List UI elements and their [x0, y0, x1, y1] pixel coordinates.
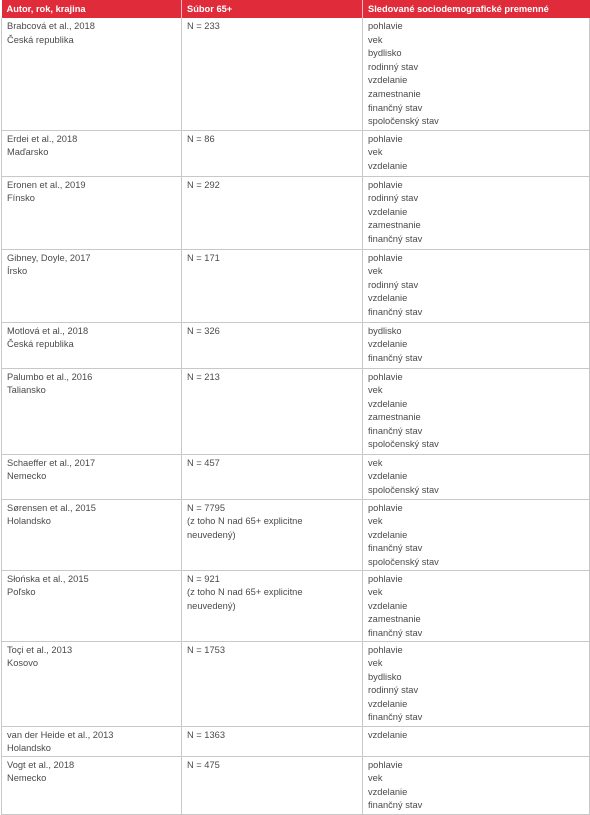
- variable-item: rodinný stav: [368, 685, 419, 696]
- variable-item: rodinný stav: [368, 61, 419, 72]
- variable-item: pohlavie: [368, 371, 403, 382]
- country: Nemecko: [7, 773, 47, 784]
- variable-item: vzdelanie: [368, 206, 408, 217]
- cell-variables: [363, 756, 590, 814]
- variable-item: vzdelanie: [368, 160, 408, 171]
- cell-author-country: [2, 249, 182, 322]
- country: Taliansko: [7, 385, 46, 396]
- cell-variables: [363, 641, 590, 726]
- sample-line: N = 213: [187, 371, 220, 382]
- cell-sample: [182, 641, 363, 726]
- cell-variables: [363, 249, 590, 322]
- country: Nemecko: [7, 471, 47, 482]
- variable-item: vek: [368, 385, 383, 396]
- variable-item: rodinný stav: [368, 193, 419, 204]
- variable-item: zamestnanie: [368, 614, 421, 625]
- cell-author-country: [2, 176, 182, 249]
- table-row: [2, 756, 590, 814]
- variable-item: finančný stav: [368, 543, 423, 554]
- table-body: [2, 18, 590, 814]
- variable-item: vzdelanie: [368, 471, 408, 482]
- table-row: [2, 176, 590, 249]
- author-year: Motlová et al., 2018: [7, 325, 89, 336]
- country: Holandsko: [7, 516, 51, 527]
- variable-item: bydlisko: [368, 325, 402, 336]
- header-sample: Súbor 65+: [182, 0, 363, 18]
- table-row: [2, 130, 590, 176]
- variable-item: vzdelanie: [368, 339, 408, 350]
- cell-author-country: [2, 130, 182, 176]
- variable-item: finančný stav: [368, 233, 423, 244]
- author-year: Vogt et al., 2018: [7, 759, 75, 770]
- variable-item: pohlavie: [368, 573, 403, 584]
- variable-item: vzdelanie: [368, 698, 408, 709]
- table-row: [2, 570, 590, 641]
- cell-sample: [182, 176, 363, 249]
- variable-item: finančný stav: [368, 627, 423, 638]
- cell-sample: [182, 249, 363, 322]
- sample-line: N = 1753: [187, 644, 225, 655]
- variable-item: vek: [368, 587, 383, 598]
- cell-sample: [182, 130, 363, 176]
- variable-item: vzdelanie: [368, 786, 408, 797]
- variable-item: bydlisko: [368, 671, 402, 682]
- country: Poľsko: [7, 587, 36, 598]
- variable-item: pohlavie: [368, 179, 403, 190]
- cell-variables: [363, 18, 590, 130]
- country: Česká republika: [7, 34, 74, 45]
- variable-item: spoločenský stav: [368, 484, 439, 495]
- variable-item: pohlavie: [368, 502, 403, 513]
- sample-line: N = 921: [187, 573, 220, 584]
- variable-item: pohlavie: [368, 252, 403, 263]
- sample-line: N = 171: [187, 252, 220, 263]
- variable-item: bydlisko: [368, 48, 402, 59]
- sample-line: (z toho N nad 65+ explicitne: [187, 587, 303, 598]
- variable-item: vzdelanie: [368, 398, 408, 409]
- variable-item: finančný stav: [368, 800, 423, 811]
- variable-item: pohlavie: [368, 759, 403, 770]
- variable-item: vzdelanie: [368, 729, 408, 740]
- table-row: [2, 249, 590, 322]
- variable-item: finančný stav: [368, 102, 423, 113]
- table-header-row: [2, 0, 590, 18]
- country: Maďarsko: [7, 147, 49, 158]
- variable-item: vek: [368, 266, 383, 277]
- author-year: Palumbo et al., 2016: [7, 371, 93, 382]
- cell-author-country: [2, 570, 182, 641]
- cell-variables: [363, 454, 590, 499]
- cell-sample: [182, 18, 363, 130]
- variable-item: zamestnanie: [368, 412, 421, 423]
- variable-item: vek: [368, 147, 383, 158]
- variable-item: pohlavie: [368, 133, 403, 144]
- variable-item: vzdelanie: [368, 600, 408, 611]
- sample-line: (z toho N nad 65+ explicitne: [187, 516, 303, 527]
- variable-item: pohlavie: [368, 644, 403, 655]
- author-year: Schaeffer et al., 2017: [7, 457, 96, 468]
- sample-line: N = 1363: [187, 729, 225, 740]
- author-year: Toçi et al., 2013: [7, 644, 73, 655]
- table-row: [2, 499, 590, 570]
- cell-variables: [363, 130, 590, 176]
- country: Holandsko: [7, 743, 51, 754]
- cell-sample: [182, 726, 363, 756]
- sample-line: N = 86: [187, 133, 215, 144]
- sample-line: neuvedený): [187, 600, 236, 611]
- variable-item: vek: [368, 457, 383, 468]
- sample-line: N = 457: [187, 457, 220, 468]
- variable-item: zamestnanie: [368, 220, 421, 231]
- sample-line: N = 326: [187, 325, 220, 336]
- sample-line: N = 233: [187, 21, 220, 31]
- studies-table: [1, 0, 590, 815]
- variable-item: vzdelanie: [368, 75, 408, 86]
- country: Kosovo: [7, 658, 39, 669]
- header-author-year-country: Autor, rok, krajina: [2, 0, 182, 18]
- variable-item: vek: [368, 516, 383, 527]
- table-row: [2, 18, 590, 130]
- variable-item: spoločenský stav: [368, 116, 439, 127]
- table-row: [2, 322, 590, 368]
- cell-sample: [182, 499, 363, 570]
- cell-author-country: [2, 499, 182, 570]
- country: Fínsko: [7, 193, 35, 204]
- author-year: Erdei et al., 2018: [7, 133, 78, 144]
- variable-item: vek: [368, 658, 383, 669]
- cell-sample: [182, 368, 363, 454]
- cell-author-country: [2, 368, 182, 454]
- variable-item: vek: [368, 773, 383, 784]
- variable-item: spoločenský stav: [368, 439, 439, 450]
- sample-line: neuvedený): [187, 529, 236, 540]
- variable-item: zamestnanie: [368, 88, 421, 99]
- table-row: [2, 454, 590, 499]
- variable-item: vzdelanie: [368, 293, 408, 304]
- sample-line: N = 292: [187, 179, 220, 190]
- header-variables: Sledované sociodemografické premenné: [363, 0, 590, 18]
- variable-item: vzdelanie: [368, 529, 408, 540]
- cell-sample: [182, 756, 363, 814]
- cell-variables: [363, 322, 590, 368]
- cell-variables: [363, 368, 590, 454]
- variable-item: pohlavie: [368, 21, 403, 31]
- sample-line: N = 7795: [187, 502, 225, 513]
- cell-sample: [182, 454, 363, 499]
- cell-author-country: [2, 322, 182, 368]
- country: Česká republika: [7, 339, 74, 350]
- variable-item: finančný stav: [368, 425, 423, 436]
- cell-author-country: [2, 454, 182, 499]
- cell-sample: [182, 570, 363, 641]
- variable-item: finančný stav: [368, 306, 423, 317]
- author-year: Słońska et al., 2015: [7, 573, 89, 584]
- author-year: Eronen et al., 2019: [7, 179, 86, 190]
- cell-sample: [182, 322, 363, 368]
- cell-author-country: [2, 726, 182, 756]
- author-year: Sørensen et al., 2015: [7, 502, 96, 513]
- author-year: Brabcová et al., 2018: [7, 21, 95, 31]
- country: Írsko: [7, 266, 28, 277]
- variable-item: vek: [368, 34, 383, 45]
- table-row: [2, 368, 590, 454]
- cell-variables: [363, 499, 590, 570]
- cell-variables: [363, 570, 590, 641]
- author-year: van der Heide et al., 2013: [7, 729, 114, 740]
- cell-variables: [363, 726, 590, 756]
- sample-line: N = 475: [187, 759, 220, 770]
- cell-author-country: [2, 641, 182, 726]
- cell-author-country: [2, 756, 182, 814]
- table-row: [2, 726, 590, 756]
- table-row: [2, 641, 590, 726]
- variable-item: finančný stav: [368, 352, 423, 363]
- variable-item: spoločenský stav: [368, 556, 439, 567]
- author-year: Gibney, Doyle, 2017: [7, 252, 91, 263]
- cell-author-country: [2, 18, 182, 130]
- variable-item: rodinný stav: [368, 279, 419, 290]
- cell-variables: [363, 176, 590, 249]
- variable-item: finančný stav: [368, 712, 423, 723]
